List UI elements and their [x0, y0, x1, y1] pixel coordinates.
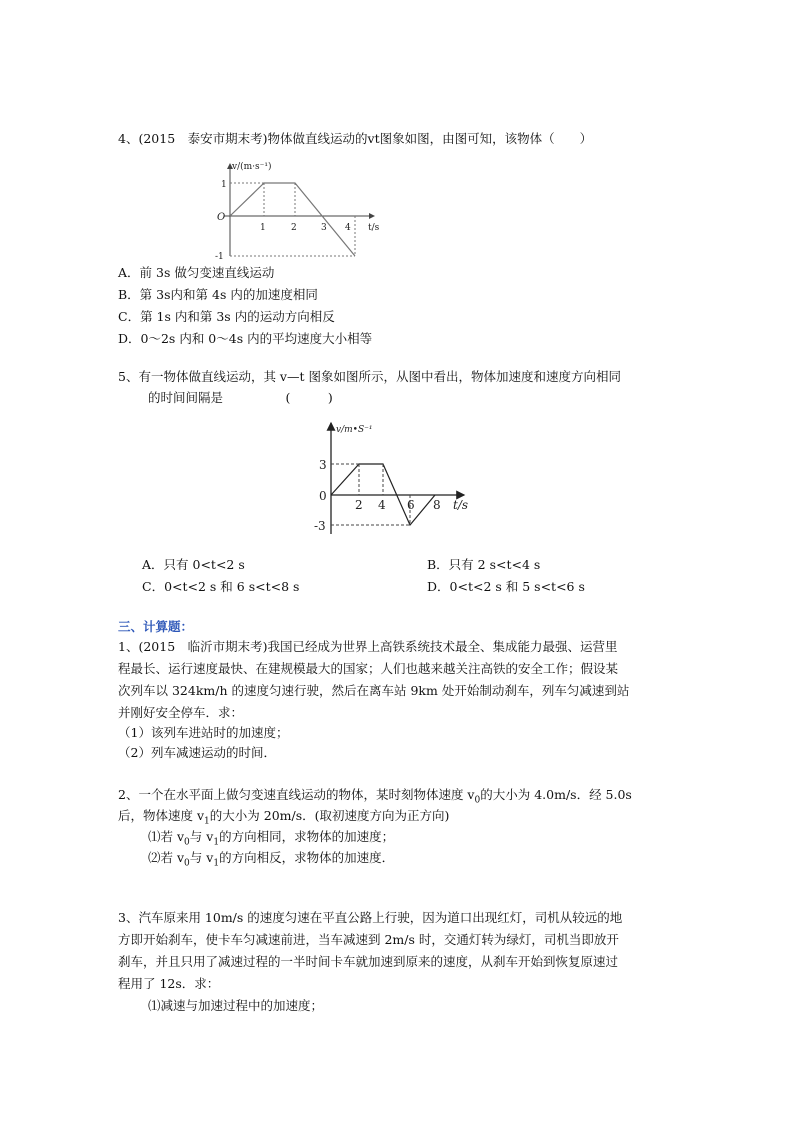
q4-option-c: C．第 1s 内和第 3s 内的运动方向相反	[118, 309, 335, 324]
q5-stem-1: 5、有一物体做直线运动，其 v—t 图象如图所示，从图中看出，物体加速度和速度方向相同	[118, 369, 621, 384]
q5-option-d: D．0<t<2 s 和 5 s<t<6 s	[427, 579, 585, 594]
s3-q1-line4: 并刚好安全停车．求：	[118, 705, 244, 720]
q4-option-a: A．前 3s 做匀变速直线运动	[118, 265, 275, 280]
s3-q3-sub1: ⑴减速与加速过程中的加速度；	[148, 998, 324, 1013]
q4-stem: 4、(2015 泰安市期末考)物体做直线运动的vt图象如图，由图可知，该物体（ ）	[118, 131, 593, 146]
q5-option-a: A．只有 0<t<2 s	[142, 557, 245, 572]
q4-origin: O	[217, 212, 226, 223]
q5-xtick-4: 4	[378, 498, 386, 512]
s3-q3-line3: 刹车，并且只用了减速过程的一半时间卡车就加速到原来的速度，从刹车开始到恢复原速过	[118, 954, 619, 969]
s3-q3-line4: 程用了 12s．求：	[118, 976, 220, 991]
q5-option-c: C．0<t<2 s 和 6 s<t<8 s	[142, 579, 300, 594]
q5-ylabel: v/m•S⁻¹	[336, 425, 373, 435]
s3-q1-sub2: （2）列车减速运动的时间．	[118, 745, 276, 760]
q4-option-d: D．0～2s 内和 0～4s 内的平均速度大小相等	[118, 331, 373, 346]
s3-q1-line3: 次列车以 324km/h 的速度匀速行驶，然后在离车站 9km 处开始制动刹车，列车匀减速到站	[118, 683, 630, 698]
q5-ypos: 3	[319, 458, 327, 472]
s3-q1-sub1: （1）该列车进站时的加速度；	[118, 725, 289, 740]
q5-yneg: -3	[314, 519, 326, 533]
q4-xtick-1: 1	[260, 223, 266, 233]
s3-q3-line1: 3、汽车原来用 10m/s 的速度匀速在平直公路上行驶，因为道口出现红灯，司机从较远的地	[118, 910, 623, 925]
q4-ypos: 1	[221, 180, 227, 190]
s3-q3-line2: 方即开始刹车，使卡车匀减速前进，当车减速到 2m/s 时，交通灯转为绿灯，司机当即放开	[118, 932, 619, 947]
q5-option-b: B．只有 2 s<t<4 s	[427, 557, 541, 572]
q4-vt-line	[230, 183, 355, 256]
q5-stem-2: 的时间间隔是 ( )	[148, 390, 333, 405]
q4-option-b: B．第 3s内和第 4s 内的加速度相同	[118, 287, 318, 302]
q5-origin: 0	[319, 489, 327, 503]
section-heading: 三、计算题：	[118, 619, 194, 634]
q5-vt-graph	[314, 420, 484, 538]
s3-q2-line1: 2、一个在水平面上做匀变速直线运动的物体，某时刻物体速度 $v_0$的大小为 4.0m/s．经 5.0s	[118, 787, 632, 806]
q4-xtick-4: 4	[345, 223, 351, 233]
s3-q2-sub1: ⑴若 $v_0$与 $v_1$的方向相同，求物体的加速度；	[148, 829, 395, 848]
q5-xlabel: t/s	[453, 498, 469, 512]
q4-vt-graph	[214, 158, 394, 260]
s3-q1-line1: 1、(2015 临沂市期末考)我国已经成为世界上高铁系统技术最全、集成能力最强、运营里	[118, 639, 618, 654]
s3-q2-sub2: ⑵若 $v_0$与 $v_1$的方向相反，求物体的加速度．	[148, 850, 395, 869]
q5-xtick-8: 8	[433, 498, 441, 512]
q4-xtick-3: 3	[321, 223, 327, 233]
q4-ylabel: v/(m·s⁻¹)	[232, 162, 272, 172]
q4-xtick-2: 2	[291, 223, 297, 233]
q4-xlabel: t/s	[368, 223, 380, 233]
s3-q1-line2: 程最长、运行速度最快、在建规模最大的国家；人们也越来越关注高铁的安全工作；假设某	[118, 661, 619, 676]
s3-q2-line2: 后，物体速度 $v_1$的大小为 20m/s．(取初速度方向为正方向)	[118, 808, 450, 827]
q4-yneg: -1	[215, 252, 224, 260]
q5-xtick-2: 2	[355, 498, 363, 512]
q5-xtick-6: 6	[407, 498, 415, 512]
